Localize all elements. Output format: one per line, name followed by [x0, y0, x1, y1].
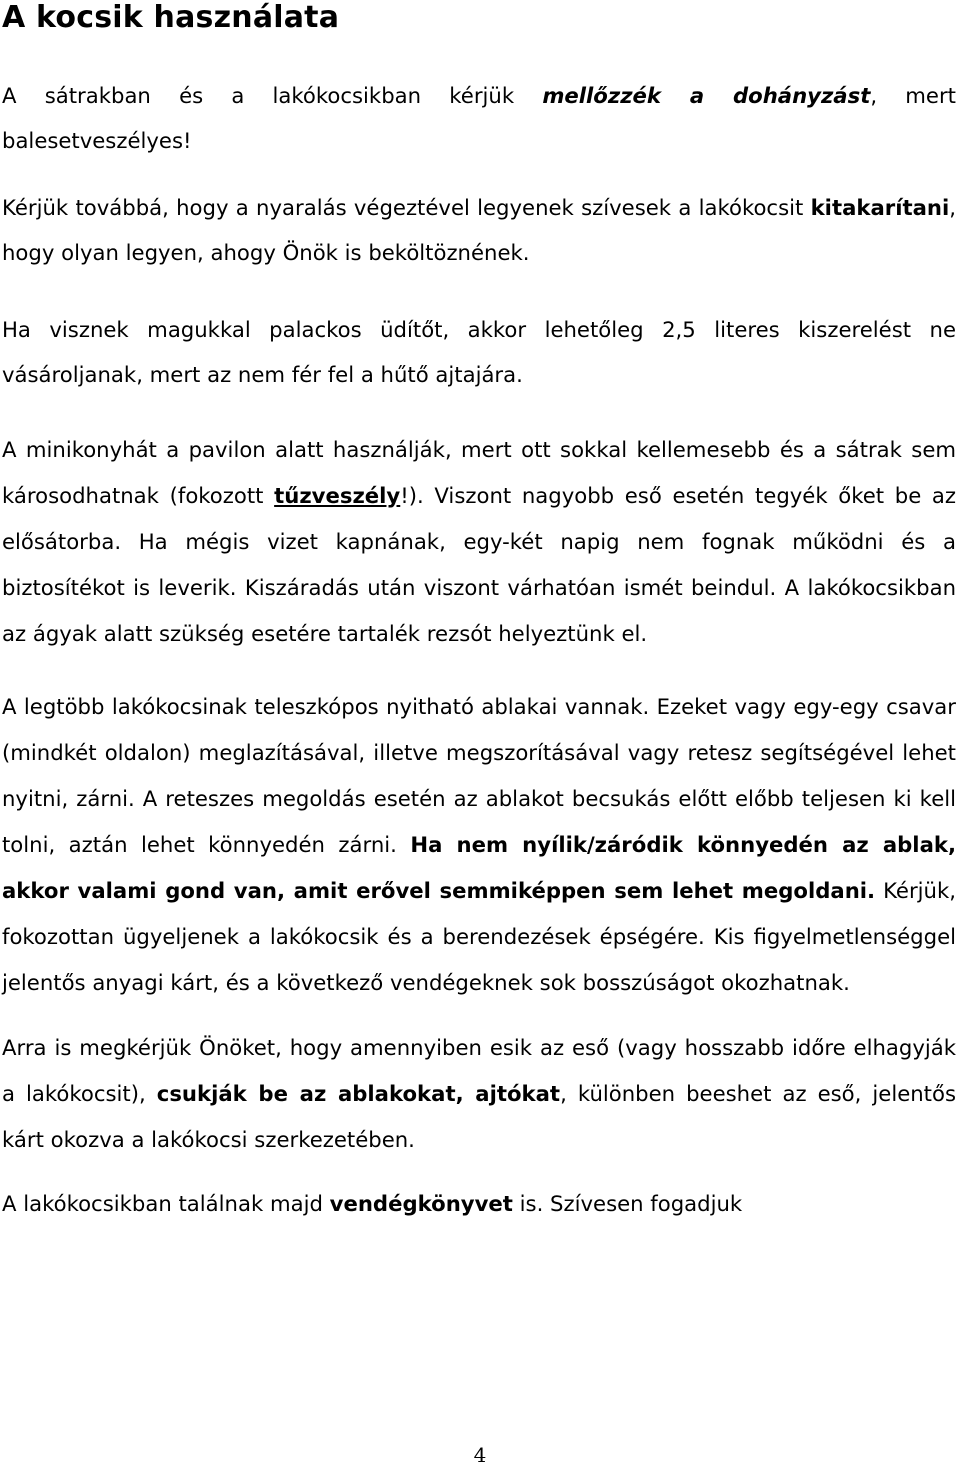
paragraph-text: A minikonyhát a pavilon alatt használják, mert ott sokkal kellemesebb és a sátrak sem károsodhatnak (fokozott	[2, 437, 956, 508]
paragraph-text: , különben beeshet az eső, jelentős kárt okozva a lakókocsi szerkezetében.	[2, 1081, 956, 1152]
paragraph-text: is. Szívesen fogadjuk	[512, 1191, 743, 1216]
emphasis-text: Ha nem nyílik/záródik könnyedén az ablak, akkor valami gond van, amit erővel semmiképpen sem lehet megoldani.	[2, 832, 956, 903]
paragraph-text: , hogy olyan legyen, ahogy Önök is beköltöznének.	[2, 195, 956, 265]
paragraph-text: Arra is megkérjük Önöket, hogy amennyiben esik az eső (vagy hosszabb időre elhagyják a lakókocsit),	[2, 1035, 956, 1106]
page-title: A kocsik használata	[2, 0, 340, 35]
paragraph-smoking	[2, 74, 956, 163]
paragraph-text: A lakókocsikban találnak majd	[2, 1191, 330, 1216]
paragraph-text: Kérjük, fokozottan ügyeljenek a lakókocsik és a berendezések épségére. Kis figyelmetlenséggel jelentős anyagi kárt, és a következő vendégeknek sok bosszúságot okozhatnak.	[2, 878, 956, 995]
paragraph-text: Kérjük továbbá, hogy a nyaralás végeztével legyenek szívesek a lakókocsit	[2, 195, 811, 220]
paragraph-cleaning	[2, 186, 956, 275]
emphasis-text: mellőzzék a dohányzást	[542, 83, 871, 108]
page-number: 4	[473, 1443, 487, 1467]
paragraph-text: A sátrakban és a lakókocsikban kérjük	[2, 83, 543, 108]
paragraph-text: , mert balesetveszélyes!	[2, 83, 956, 153]
paragraph-text: Ha visznek magukkal palackos üdítőt, akkor lehetőleg 2,5 literes kiszerelést ne vásároljanak, mert az nem fér fel a hűtő ajtajára.	[2, 317, 956, 387]
paragraph-kitchen	[2, 427, 956, 657]
emphasis-text: vendégkönyvet	[329, 1191, 513, 1216]
paragraph-windows	[2, 684, 956, 1006]
emphasis-text: kitakarítani	[810, 195, 950, 220]
paragraph-bottles	[2, 308, 956, 397]
emphasis-text: csukják be az ablakokat, ajtókat	[156, 1081, 561, 1106]
paragraph-guestbook	[2, 1181, 956, 1227]
paragraph-rain	[2, 1025, 956, 1163]
document-page	[2, 0, 956, 1227]
paragraph-text: !). Viszont nagyobb eső esetén tegyék őket be az elősátorba. Ha mégis vizet kapnának, egy-két napig nem fognak működni és a biztosítékot is leverik. Kiszáradás után viszont várhatóan ismét beindul. A lakókocsikban az ágyak alatt szükség esetére tartalék rezsót helyeztünk el.	[2, 483, 956, 646]
paragraph-text: A legtöbb lakókocsinak teleszkópos nyitható ablakai vannak. Ezeket vagy egy-egy csavar (mindkét oldalon) meglazításával, illetve megszorításával vagy retesz segítségével lehet nyitni, zárni. A reteszes megoldás esetén az ablakot becsukás előtt előbb teljesen ki kell tolni, aztán lehet könnyedén zárni.	[2, 694, 956, 857]
emphasis-text: tűzveszély	[274, 483, 401, 508]
